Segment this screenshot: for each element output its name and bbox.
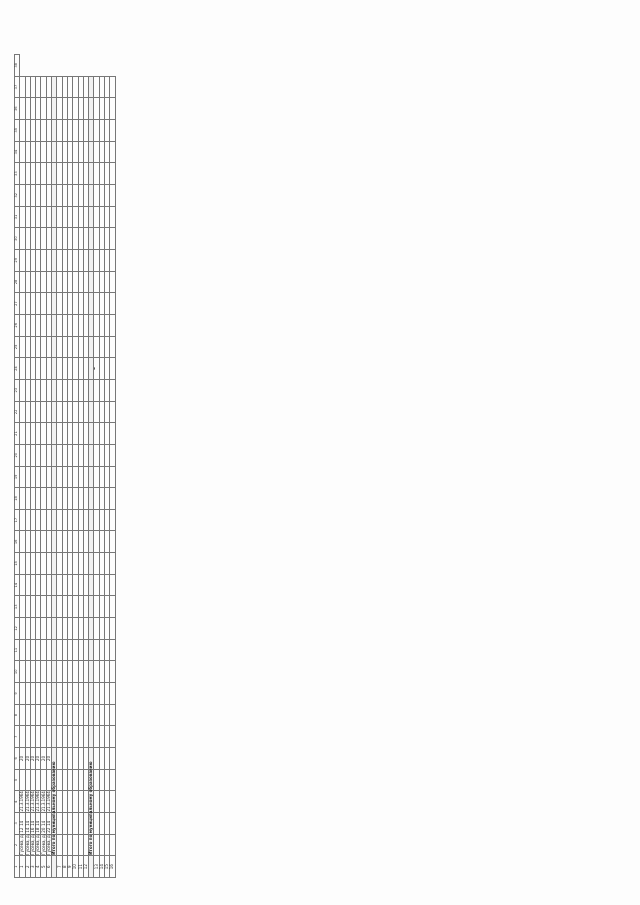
- column-number-38: 38: [15, 55, 20, 77]
- table-cell: 21.3.1964: [35, 791, 41, 812]
- column-number-33: 33: [15, 163, 20, 185]
- table-cell: [110, 791, 115, 813]
- column-number-22: 22: [15, 401, 20, 423]
- column-number-24: 24: [15, 358, 20, 380]
- table-cell: [110, 488, 115, 510]
- table-cell: 10: [73, 856, 78, 878]
- table-cell: 21.3.1964: [40, 791, 46, 812]
- address-cell: Гусева, д. 14: [24, 827, 30, 855]
- address-cell: Гусева, д. 12: [19, 827, 25, 855]
- column-number-16: 16: [15, 531, 20, 553]
- table-cell: 14: [99, 856, 104, 878]
- table-cell: 21.3.1964: [30, 791, 36, 812]
- table-cell: [110, 813, 115, 835]
- register-table: [14, 54, 116, 878]
- column-number-20: 20: [15, 444, 20, 466]
- column-number-8: 8: [15, 704, 20, 726]
- table-cell: 20: [36, 748, 41, 770]
- table-cell: [110, 531, 115, 553]
- column-number-19: 19: [15, 466, 20, 488]
- column-number-17: 17: [15, 509, 20, 531]
- table-cell: 9: [67, 856, 72, 878]
- column-number-2: 2: [15, 834, 20, 856]
- table-cell: [110, 639, 115, 661]
- table-cell: 21.3.1964: [24, 791, 30, 812]
- table-cell: [110, 769, 115, 791]
- column-number-30: 30: [15, 228, 20, 250]
- table-cell: 5: [41, 856, 46, 878]
- column-number-4: 4: [15, 791, 20, 813]
- column-number-31: 31: [15, 206, 20, 228]
- column-number-5: 5: [15, 769, 20, 791]
- table-cell: [110, 423, 115, 445]
- table-cell: 3: [30, 856, 35, 878]
- table-cell: 20: [25, 748, 30, 770]
- table-cell: [110, 661, 115, 683]
- table-cell: 14: [46, 813, 51, 835]
- address-cell: Гусева, д. 18: [35, 827, 41, 855]
- address-cell: Гусева, д. 22: [45, 827, 51, 855]
- table-cell: [110, 509, 115, 531]
- table-cell: 11: [78, 856, 83, 878]
- table-cell: 20: [41, 748, 46, 770]
- column-number-35: 35: [15, 120, 20, 142]
- table-cell: [110, 293, 115, 315]
- table-cell: [110, 249, 115, 271]
- table-cell: 14: [30, 813, 35, 835]
- table-cell: 13: [94, 856, 99, 878]
- column-number-1: 1: [15, 856, 20, 878]
- column-number-10: 10: [15, 661, 20, 683]
- table-cell: 1: [20, 856, 25, 878]
- table-cell: 20: [46, 748, 51, 770]
- table-cell: [110, 185, 115, 207]
- column-number-7: 7: [15, 726, 20, 748]
- column-number-26: 26: [15, 314, 20, 336]
- column-number-27: 27: [15, 293, 20, 315]
- table-cell: 6: [46, 856, 51, 878]
- table-cell: [110, 163, 115, 185]
- table-cell: 14: [25, 813, 30, 835]
- table-cell: [110, 596, 115, 618]
- table-cell: 14: [41, 813, 46, 835]
- table-cell: [110, 141, 115, 163]
- table-row: [110, 55, 115, 878]
- address-cell: Гусева, д. 16: [30, 827, 36, 855]
- column-number-3: 3: [15, 813, 20, 835]
- address-cell: [110, 834, 115, 856]
- column-number-36: 36: [15, 98, 20, 120]
- column-number-25: 25: [15, 336, 20, 358]
- table-cell: [110, 748, 115, 770]
- table-cell: [110, 466, 115, 488]
- table-cell: 2: [25, 856, 30, 878]
- table-cell: [110, 314, 115, 336]
- table-cell: 16: [110, 856, 115, 878]
- table-cell: 4: [36, 856, 41, 878]
- table-cell: 21.3.1964: [45, 791, 51, 812]
- table-cell: [110, 206, 115, 228]
- address-cell: Гусева, д. 20: [40, 827, 46, 855]
- table-cell: 15: [105, 856, 110, 878]
- column-number-18: 18: [15, 488, 20, 510]
- table-cell: [110, 120, 115, 142]
- table-cell: [110, 271, 115, 293]
- table-cell: [110, 228, 115, 250]
- column-number-9: 9: [15, 683, 20, 705]
- table-cell: 7: [57, 856, 62, 878]
- table-cell: [110, 76, 115, 98]
- column-number-34: 34: [15, 141, 20, 163]
- column-number-21: 21: [15, 423, 20, 445]
- address-cell: [52, 834, 57, 856]
- table-cell: [110, 704, 115, 726]
- column-number-13: 13: [15, 596, 20, 618]
- table-cell: [110, 683, 115, 705]
- column-number-11: 11: [15, 639, 20, 661]
- table-cell: [110, 98, 115, 120]
- table-cell: [110, 553, 115, 575]
- column-number-32: 32: [15, 185, 20, 207]
- rotated-register-table: [14, 54, 629, 878]
- column-number-14: 14: [15, 574, 20, 596]
- table-cell: [110, 379, 115, 401]
- table-cell: 14: [20, 813, 25, 835]
- table-cell: [110, 401, 115, 423]
- table-cell: 20: [30, 748, 35, 770]
- table-cell: 14: [36, 813, 41, 835]
- table-cell: 20: [20, 748, 25, 770]
- table-cell: 12: [83, 856, 88, 878]
- column-number-29: 29: [15, 249, 20, 271]
- column-number-37: 37: [15, 76, 20, 98]
- table-cell: 8: [62, 856, 67, 878]
- column-number-23: 23: [15, 379, 20, 401]
- table-cell: [110, 336, 115, 358]
- table-cell: [110, 726, 115, 748]
- column-number-6: 6: [15, 748, 20, 770]
- table-cell: [110, 444, 115, 466]
- table-cell: [110, 574, 115, 596]
- column-number-15: 15: [15, 553, 20, 575]
- table-cell: [110, 618, 115, 640]
- table-cell: 21.3.1964: [19, 791, 25, 812]
- column-number-28: 28: [15, 271, 20, 293]
- table-cell: [110, 358, 115, 380]
- address-cell: [89, 834, 94, 856]
- column-number-12: 12: [15, 618, 20, 640]
- table-body: [20, 55, 115, 878]
